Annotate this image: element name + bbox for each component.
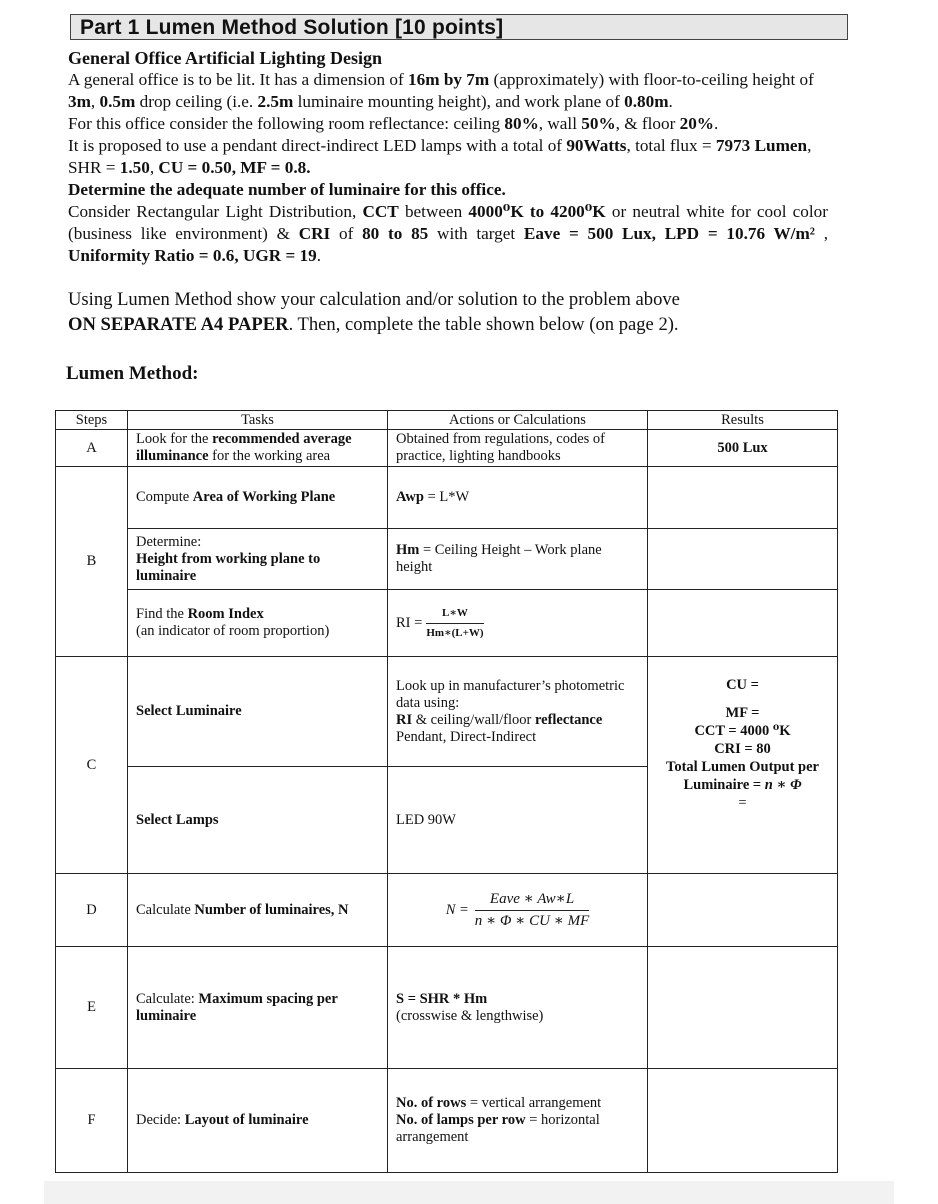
action-c2: LED 90W (388, 767, 648, 874)
header-actions: Actions or Calculations (388, 411, 648, 430)
task-f: Decide: Layout of luminaire (128, 1069, 388, 1173)
action-c1: Look up in manufacturer’s photometric data using: RI & ceiling/wall/floor reflectance Pendant, Direct-Indirect (388, 657, 648, 767)
step-e: E (56, 947, 128, 1069)
part-header (70, 14, 848, 40)
step-a: A (56, 430, 128, 467)
result-d[interactable] (648, 874, 838, 947)
task-b3: Find the Room Index (an indicator of room proportion) (128, 590, 388, 657)
result-b1[interactable] (648, 467, 838, 529)
problem-paragraph-3: It is proposed to use a pendant direct-indirect LED lamps with a total of 90Watts, total flux = 7973 Lumen, SHR = 1.50, CU = 0.50, MF = 0.8. (68, 136, 812, 177)
instructions (68, 288, 848, 337)
section-title: Lumen Method: (66, 363, 199, 384)
step-d: D (56, 874, 128, 947)
action-b1: Awp = L*W (388, 467, 648, 529)
instructions-line-1: Using Lumen Method show your calculation and/or solution to the problem above (68, 289, 680, 310)
task-c1: Select Luminaire (128, 657, 388, 767)
header-results: Results (648, 411, 838, 430)
task-e: Calculate: Maximum spacing per luminaire (128, 947, 388, 1069)
task-a: Look for the recommended average illuminance for the working area (128, 430, 388, 467)
result-a: 500 Lux (648, 430, 838, 467)
result-mf: MF = (725, 705, 760, 721)
lumen-method-table (55, 410, 838, 1173)
header-tasks: Tasks (128, 411, 388, 430)
problem-task: Determine the adequate number of luminaire for this office. (68, 180, 506, 199)
problem-paragraph-2: For this office consider the following room reflectance: ceiling 80%, wall 50%, & floor 20%. (68, 114, 719, 133)
action-e: S = SHR * Hm (crosswise & lengthwise) (388, 947, 648, 1069)
room-index-fraction: $\frac{L∗W}{Hm∗(L+W)}$ (426, 606, 484, 639)
part-title: Part 1 Lumen Method Solution [10 points] (80, 16, 504, 39)
table-row-f (56, 1069, 838, 1173)
table-header-row (56, 411, 838, 430)
result-cu: CU = (726, 677, 759, 693)
luminaire-count-fraction: $\frac{\text{Eave ∗ Aw∗L}}{n ∗ \Phi ∗ CU ∗ MF}$ (474, 890, 590, 929)
result-cri: CRI = 80 (714, 741, 771, 757)
table-row-b2 (56, 529, 838, 590)
result-c[interactable] (648, 657, 838, 874)
table-row-b1 (56, 467, 838, 529)
result-f[interactable] (648, 1069, 838, 1173)
table-row-b3 (56, 590, 838, 657)
task-c2: Select Lamps (128, 767, 388, 874)
page-bottom-edge (44, 1181, 894, 1204)
problem-paragraph-5: Consider Rectangular Light Distribution, CCT between 4000⁰K to 4200⁰K or neutral white for cool color (business like environment) & CRI of 80 to 85 with target Eave = 500 Lux, LPD = 10.76 W/m² , Uniformity Ratio = 0.6, UGR = 19. (68, 202, 828, 265)
step-f: F (56, 1069, 128, 1173)
step-b: B (56, 467, 128, 657)
problem-heading: General Office Artificial Lighting Design (68, 48, 382, 68)
result-equals: = (738, 795, 747, 811)
result-cct: CCT = 4000 ⁰K (694, 723, 791, 739)
table-row-e (56, 947, 838, 1069)
header-steps: Steps (56, 411, 128, 430)
action-a: Obtained from regulations, codes of practice, lighting handbooks (388, 430, 648, 467)
result-b2[interactable] (648, 529, 838, 590)
table-row-a (56, 430, 838, 467)
problem-paragraph-1: A general office is to be lit. It has a dimension of 16m by 7m (approximately) with floor-to-ceiling height of 3m, 0.5m drop ceiling (i.e. 2.5m luminaire mounting height), and work plane of 0.80m. (68, 70, 814, 111)
instructions-line-2: ON SEPARATE A4 PAPER. Then, complete the table shown below (on page 2). (68, 313, 679, 335)
step-c: C (56, 657, 128, 874)
task-b1: Compute Area of Working Plane (128, 467, 388, 529)
task-d: Calculate Number of luminaires, N (128, 874, 388, 947)
table-row-d (56, 874, 838, 947)
action-d: N = $\frac{\text{Eave ∗ Aw∗L}}{n ∗ \Phi ∗ CU ∗ MF}$ (388, 874, 648, 947)
result-e[interactable] (648, 947, 838, 1069)
problem-statement (68, 47, 828, 267)
action-b2: Hm = Ceiling Height – Work plane height (388, 529, 648, 590)
result-total-lumen: Total Lumen Output per Luminaire = n ∗ Φ (666, 759, 819, 793)
action-f: No. of rows = vertical arrangement No. of lamps per row = horizontal arrangement (388, 1069, 648, 1173)
result-b3[interactable] (648, 590, 838, 657)
task-b2: Determine: Height from working plane to luminaire (128, 529, 388, 590)
table-row-c1 (56, 657, 838, 767)
action-b3: RI = $\frac{L∗W}{Hm∗(L+W)}$ (388, 590, 648, 657)
